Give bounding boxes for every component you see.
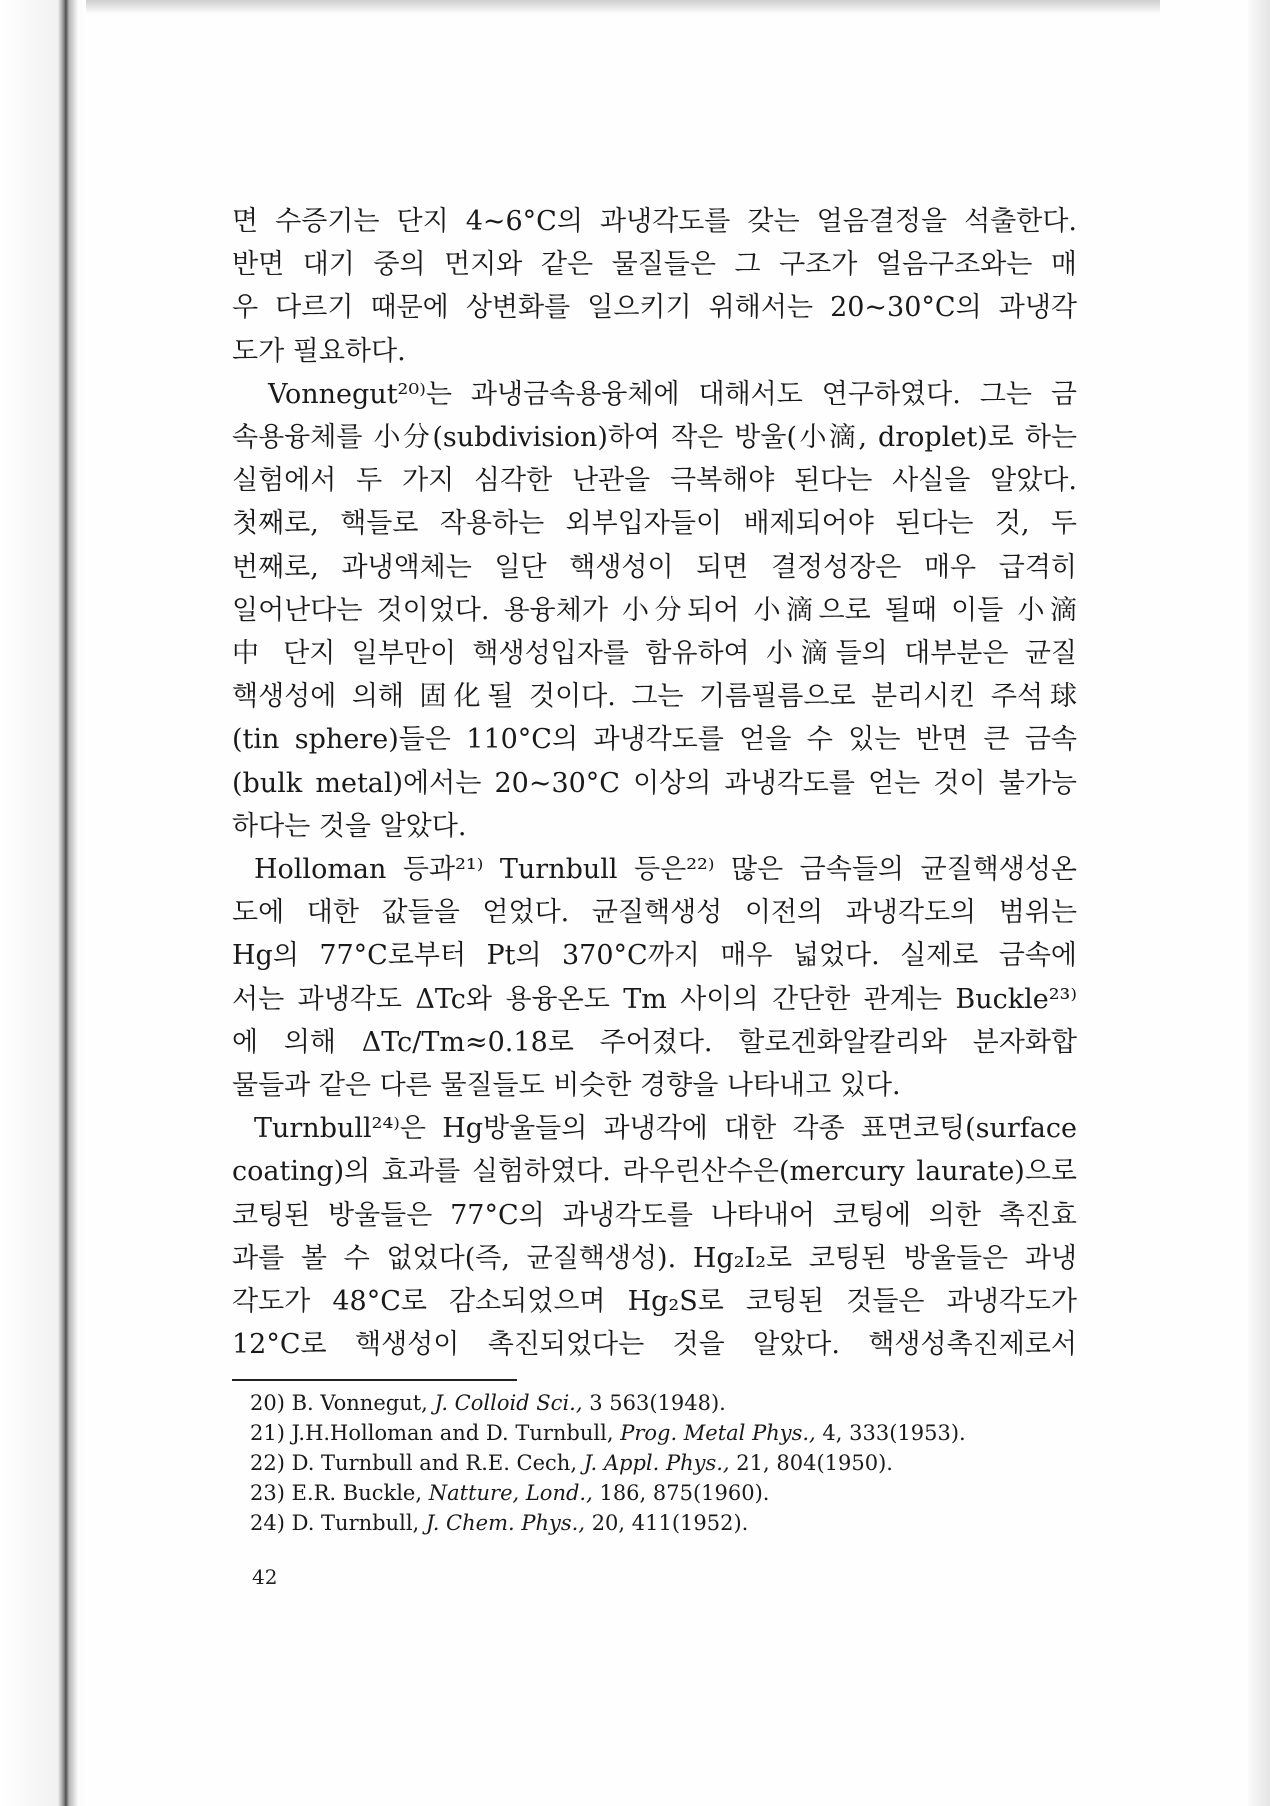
body-line: Turnbull²⁴⁾은 Hg방울들의 과냉각에 대한 각종 표면코팅(surface [254,1113,1077,1145]
body-line: 서는 과냉각도 ΔTc와 용융온도 Tm 사이의 간단한 관계는 Buckle²³⁾ [232,983,1077,1015]
footnote-journal: J. Chem. Phys., [425,1511,585,1535]
body-line: (tin sphere)들은 110°C의 과냉각도를 얻을 수 있는 반면 큰 금속 [232,724,1077,756]
body-line: Vonnegut²⁰⁾는 과냉금속용융체에 대해서도 연구하였다. 그는 금 [268,378,1077,410]
footnote-authors: D. Turnbull and R.E. Cech, [291,1451,578,1475]
body-line: 에 의해 ΔTc/Tm≈0.18로 주어졌다. 할로겐화알칼리와 분자화합 [232,1026,1077,1058]
footnote-number: 24) [250,1511,285,1535]
body-line: 우 다르기 때문에 상변화를 일으키기 위해서는 20~30°C의 과냉각 [232,292,1077,324]
footnote-journal: Natture, Lond., [428,1481,593,1505]
footnote [250,1388,1070,1418]
footnote-number: 23) [250,1481,285,1505]
page-left-edge [0,0,86,1806]
body-line: 속용융체를 小分(subdivision)하여 작은 방울(小滴, droplet)로 하는 [232,422,1077,454]
footnote-authors: B. Vonnegut, [291,1391,428,1415]
body-line: 번째로, 과냉액체는 일단 핵생성이 되면 결정성장은 매우 급격히 [232,551,1077,583]
body-line: 첫째로, 핵들로 작용하는 외부입자들이 배제되어야 된다는 것, 두 [232,508,1077,540]
footnote-authors: D. Turnbull, [291,1511,420,1535]
footnote-ref: 20, 411(1952). [591,1511,749,1535]
body-line: 도가 필요하다. [232,335,406,367]
footnote [250,1478,1070,1508]
body-line: 코팅된 방울들은 77°C의 과냉각도를 나타내어 코팅에 의한 촉진효 [232,1199,1077,1231]
page-number: 42 [252,1565,278,1589]
footnote-number: 22) [250,1451,285,1475]
footnote-journal: J. Appl. Phys., [583,1451,730,1475]
footnote-authors: J.H.Holloman and D. Turnbull, [291,1421,614,1445]
footnote [250,1508,1070,1538]
footnote-ref: 186, 875(1960). [599,1481,770,1505]
footnote-journal: Prog. Metal Phys., [620,1421,816,1445]
page-top-shadow [60,0,1160,14]
footnote-ref: 21, 804(1950). [736,1451,893,1475]
body-line: 각도가 48°C로 감소되었으며 Hg₂S로 코팅된 것들은 과냉각도가 [232,1286,1077,1318]
footnote-number: 21) [250,1421,285,1445]
body-line: coating)의 효과를 실험하였다. 라우린산수은(mercury laurate)으로 [232,1156,1077,1188]
body-line: 과를 볼 수 없었다(즉, 균질핵생성). Hg₂I₂로 코팅된 방울들은 과냉 [232,1242,1077,1274]
body-line: 반면 대기 중의 먼지와 같은 물질들은 그 구조가 얼음구조와는 매 [232,249,1077,281]
footnote [250,1448,1070,1478]
body-line: (bulk metal)에서는 20~30°C 이상의 과냉각도를 얻는 것이 불가능 [232,767,1077,799]
body-line: 핵생성에 의해 固化될 것이다. 그는 기름필름으로 분리시킨 주석球 [232,681,1077,713]
footnote-rule [232,1379,517,1381]
body-line: 일어난다는 것이었다. 용융체가 小分되어 小滴으로 될때 이들 小滴 [232,594,1077,626]
body-line: 면 수증기는 단지 4~6°C의 과냉각도를 갖는 얼음결정을 석출한다. [232,206,1077,237]
footnotes [250,1388,1070,1538]
body-line: Hg의 77°C로부터 Pt의 370°C까지 매우 넓었다. 실제로 금속에 [232,940,1077,972]
body-line: 물들과 같은 다른 물질들도 비슷한 경향을 나타내고 있다. [232,1070,901,1102]
footnote-number: 20) [250,1391,285,1415]
footnote-authors: E.R. Buckle, [291,1481,423,1505]
body-line: 도에 대한 값들을 얻었다. 균질핵생성 이전의 과냉각도의 범위는 [232,897,1077,929]
body-line: 12°C로 핵생성이 촉진되었다는 것을 알았다. 핵생성촉진제로서 [232,1329,1077,1361]
body-line: Holloman 등과²¹⁾ Turnbull 등은²²⁾ 많은 금속들의 균질핵생성온 [254,854,1077,886]
footnote-ref: 4, 333(1953). [822,1421,966,1445]
body-text [232,200,1077,1366]
body-line: 실험에서 두 가지 심각한 난관을 극복해야 된다는 사실을 알았다. [232,465,1077,497]
body-line: 中 단지 일부만이 핵생성입자를 함유하여 小滴들의 대부분은 균질 [232,638,1077,670]
footnote-ref: 3 563(1948). [589,1391,726,1415]
body-line: 하다는 것을 알았다. [232,810,467,842]
page-right-edge [1248,0,1270,1806]
footnote-journal: J. Colloid Sci., [434,1391,583,1415]
footnote [250,1418,1070,1448]
